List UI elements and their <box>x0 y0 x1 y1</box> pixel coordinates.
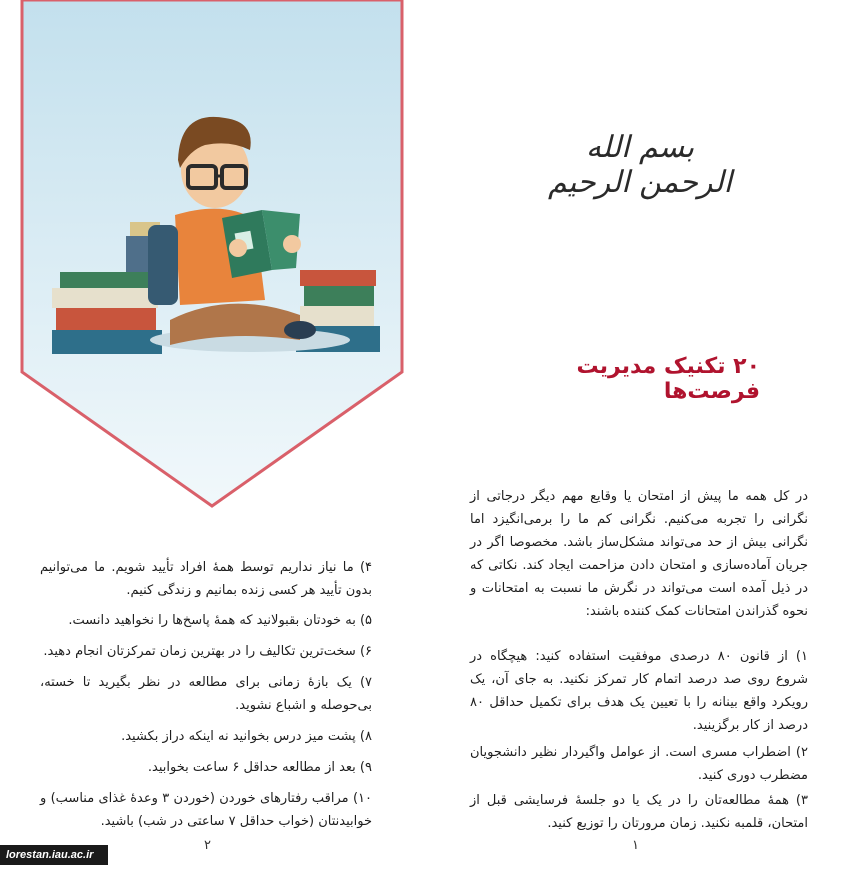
site-watermark: lorestan.iau.ac.ir <box>0 845 108 865</box>
illustration-banner <box>0 0 424 515</box>
intro-paragraph: در کل همه ما پیش از امتحان یا وقایع مهم دیگر درجاتی از نگرانی را تجربه می‌کنیم. نگرانی کم ما را برمی‌انگیزد اما نگرانی بیش از حد می‌تواند مشکل‌ساز باشد. مخصوصا اگر در جریان آماده‌سازی و امتحان دادن مزاحمت ایجاد کند. نکاتی که در ذیل آمده است می‌تواند در نگرش ما نسبت به امتحانات و نحوه گذراندن امتحانات کمک کننده باشند: <box>470 489 808 619</box>
tip-6: ۶) سخت‌ترین تکالیف را در بهترین زمان تمرکزتان انجام دهید. <box>43 644 372 659</box>
page-number-right: ۱ <box>632 838 639 853</box>
page-title: ۲۰ تکنیک مدیریت فرصت‌ها <box>576 354 760 404</box>
tip-1: ۱) از قانون ۸۰ درصدی موفقیت استفاده کنید: هیچگاه در شروع روی صد درصد اتمام کار تمرکز نکنید. به جای آن، یک رویکرد واقع بینانه را با تعیین یک هدف برای تکمیل حداقل ۸۰ درصد از کار برگزینید. <box>470 649 808 733</box>
tip-2: ۲) اضطراب مسری است. از عوامل واگیردار نظیر دانشجویان مضطرب دوری کنید. <box>470 745 808 783</box>
tip-4: ۴) ما نیاز نداریم توسط همهٔ افراد تأیید شویم. ما می‌توانیم بدون تأیید هر کسی زنده بمانیم و زندگی کنیم. <box>40 560 372 598</box>
tip-5: ۵) به خودتان بقبولانید که همهٔ پاسخ‌ها را نخواهید دانست. <box>68 613 372 628</box>
tip-3: ۳) همهٔ مطالعه‌تان را در یک یا دو جلسهٔ فرسایشی قبل از امتحان، قلمبه نکنید. زمان مرورتان را توزیع کنید. <box>470 793 808 831</box>
tip-9: ۹) بعد از مطالعه حداقل ۶ ساعت بخوابید. <box>147 760 372 775</box>
page-number-left: ۲ <box>204 838 211 853</box>
tip-8: ۸) پشت میز درس بخوانید نه اینکه دراز بکشید. <box>121 729 372 744</box>
tip-7: ۷) یک بازهٔ زمانی برای مطالعه در نظر بگیرید تا خسته، بی‌حوصله و اشباع نشوید. <box>40 675 372 713</box>
basmala-calligraphy: بسم الله الرحمن الرحیم <box>548 130 732 200</box>
tip-10: ۱۰) مراقب رفتارهای خوردن (خوردن ۳ وعدهٔ غذای مناسب) و خوابیدنتان (خواب حداقل ۷ ساعتی در شب) باشید. <box>40 791 372 829</box>
